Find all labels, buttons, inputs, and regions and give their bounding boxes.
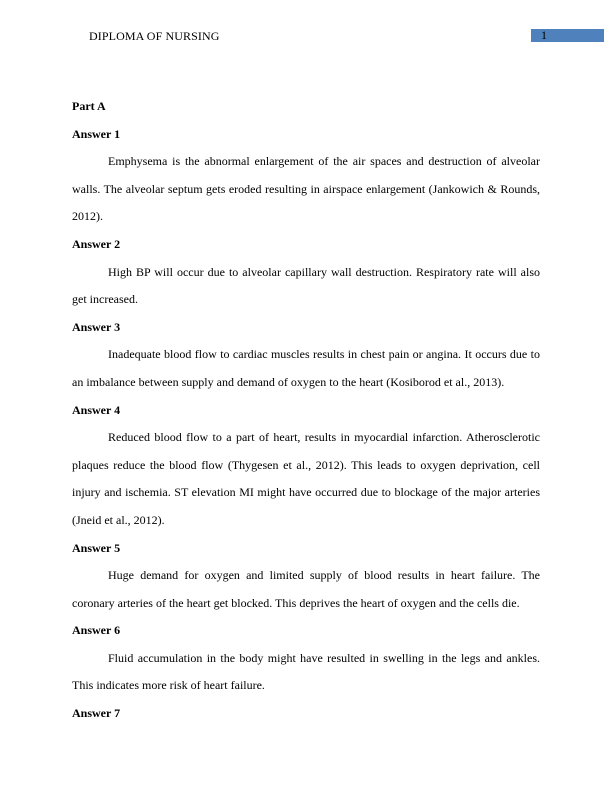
page-number-bar [531, 29, 604, 42]
answer-paragraph: Fluid accumulation in the body might have resulted in swelling in the legs and ankles. This indicates more risk of heart failure. [72, 650, 540, 693]
document-body [72, 93, 540, 728]
answer-heading: Answer 1 [72, 126, 121, 141]
answer-heading: Answer 7 [72, 706, 121, 721]
answer-paragraph: Huge demand for oxygen and limited supply of blood results in heart failure. The coronary arteries of the heart get blocked. This deprives the heart of oxygen and the cells die. [72, 568, 540, 610]
answer-heading: Answer 4 [72, 402, 121, 417]
page-number: 1 [541, 28, 547, 42]
answer-paragraph: Reduced blood flow to a part of heart, results in myocardial infarction. Atherosclerotic plaques reduce the blood flow (Thygesen et al., 2012). This leads to oxygen deprivation, cell injury and ischemia. ST elevation MI might have occurred due to blockage of the major arteries (Jneid et al., 2012). [72, 430, 540, 527]
answer-heading: Answer 6 [72, 623, 121, 638]
answer-paragraph: High BP will occur due to alveolar capillary wall destruction. Respiratory rate will also get increased. [72, 264, 540, 307]
answer-paragraph: Inadequate blood flow to cardiac muscles results in chest pain or angina. It occurs due to an imbalance between supply and demand of oxygen to the heart (Kosiborod et al., 2013). [72, 347, 540, 389]
running-head: DIPLOMA OF NURSING [89, 29, 220, 43]
answer-heading: Answer 3 [72, 319, 121, 334]
answer-paragraph: Emphysema is the abnormal enlargement of the air spaces and destruction of alveolar walls. The alveolar septum gets eroded resulting in airspace enlargement (Jankowich & Rounds, 2012). [72, 154, 540, 224]
answer-heading: Answer 5 [72, 540, 121, 555]
answer-heading: Answer 2 [72, 236, 121, 251]
section-title: Part A [72, 99, 106, 113]
